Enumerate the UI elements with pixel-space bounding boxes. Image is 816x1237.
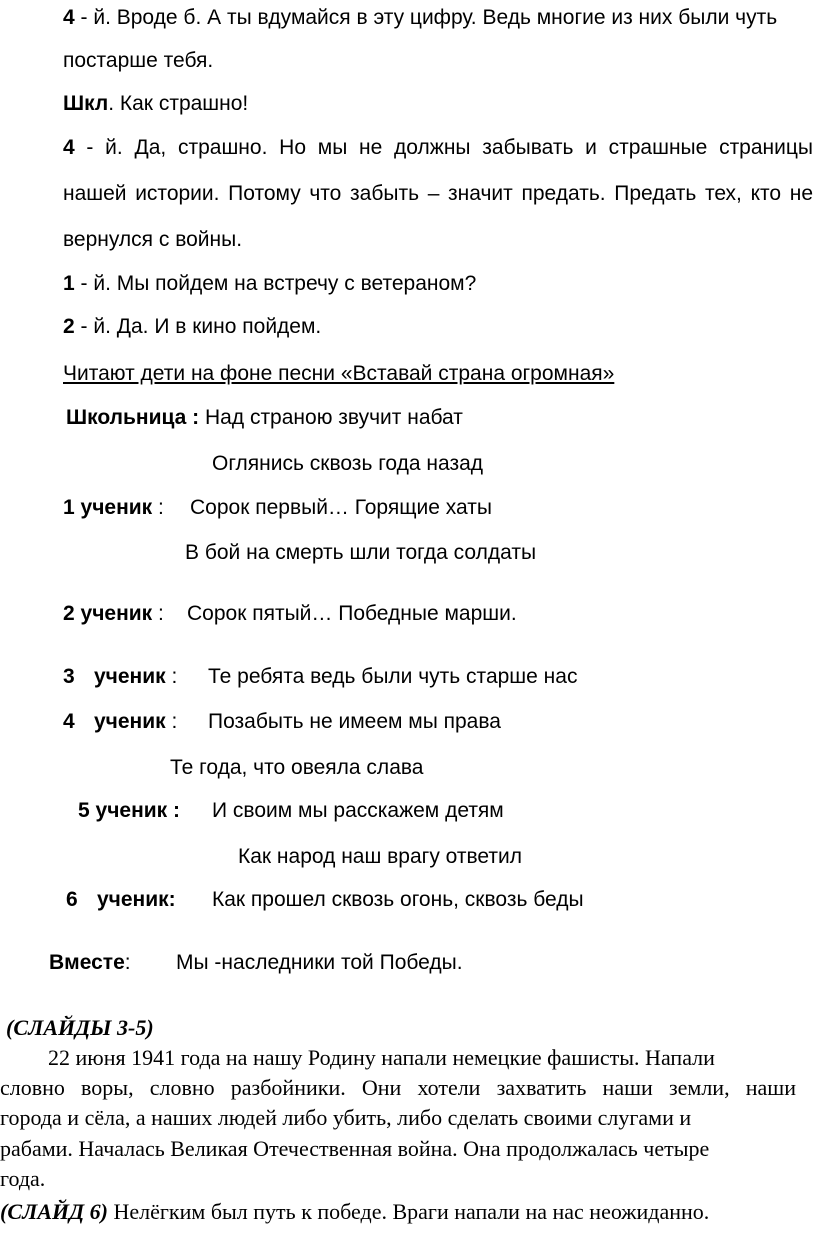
poem-line <box>94 709 177 735</box>
narrative-line: словно воры, словно разбойники. Они хотели захватить наши земли, наши <box>0 1075 796 1100</box>
speaker-separator: : <box>152 602 164 625</box>
narrative-line: 22 июня 1941 года на нашу Родину напали немецкие фашисты. Напали <box>48 1045 715 1070</box>
dialogue-text: - й. Вроде б. А ты вдумайся в эту цифру. Ведь многие из них были чуть <box>74 6 778 29</box>
poem-text: Мы -наследники той Победы. <box>176 951 463 974</box>
slides-heading: (СЛАЙДЫ 3-5) <box>6 1015 154 1040</box>
poem-text: Те ребята ведь были чуть старше нас <box>208 665 578 688</box>
speaker-separator: : <box>165 665 178 688</box>
dialogue-text: - й. Мы пойдем на встречу с ветераном? <box>74 272 477 295</box>
narrative-line: города и сёла, а наших людей либо убить, либо сделать своими слугами и <box>0 1105 692 1130</box>
speaker-number: 4 <box>63 710 75 733</box>
poem-line <box>78 798 180 824</box>
speaker-label: 1 <box>63 272 75 295</box>
slide-text: Нелёгким был путь к победе. Враги напали на нас неожиданно. <box>108 1199 710 1224</box>
dialogue-text: нашей истории. Потому что забыть – значит предать. Предать тех, кто не <box>63 182 813 205</box>
speaker-number: 3 <box>63 665 75 688</box>
poem-heading: Читают дети на фоне песни «Вставай страна огромная» <box>63 362 615 385</box>
poem-line <box>63 495 164 521</box>
dialogue-text: . Как страшно! <box>108 92 249 115</box>
poem-line <box>63 601 164 627</box>
speaker-label: 2 <box>63 315 75 338</box>
dialogue-text: постарше тебя. <box>63 49 214 72</box>
dialogue-line <box>63 314 321 340</box>
poem-text: Как прошел сквозь огонь, сквозь беды <box>212 888 584 911</box>
dialogue-text: - й. Да, страшно. Но мы не должны забывать и страшные страницы <box>74 136 813 159</box>
speaker-label: ученик: <box>97 888 176 911</box>
dialogue-text: - й. Да. И в кино пойдем. <box>74 315 322 338</box>
speaker-separator: : <box>165 710 178 733</box>
poem-line <box>49 950 131 976</box>
speaker-label: 1 ученик <box>63 496 153 519</box>
speaker-label: 2 ученик <box>63 602 153 625</box>
speaker-number: 6 <box>66 888 78 911</box>
poem-line <box>94 664 177 690</box>
dialogue-line <box>63 227 242 253</box>
speaker-label: 4 <box>63 6 75 29</box>
speaker-separator: : <box>124 951 131 974</box>
narrative-line: рабами. Началась Великая Отечественная война. Она продолжалась четыре <box>0 1136 710 1161</box>
poem-line <box>66 887 78 913</box>
poem-text: Над страною звучит набат <box>199 406 463 429</box>
poem-line <box>63 709 75 735</box>
speaker-label: 5 ученик : <box>78 799 180 822</box>
dialogue-line <box>63 91 248 117</box>
dialogue-line <box>63 5 777 31</box>
speaker-label: Шкл <box>63 92 109 115</box>
poem-text: Сорок пятый… Победные марши. <box>187 602 517 625</box>
speaker-label: ученик <box>94 665 166 688</box>
dialogue-line <box>63 181 813 207</box>
dialogue-text: вернулся с войны. <box>63 228 243 251</box>
poem-line: Те года, что овеяла слава <box>170 756 424 779</box>
dialogue-line <box>63 48 213 74</box>
poem-line <box>63 664 75 690</box>
speaker-separator: : <box>152 496 164 519</box>
slide-6-line <box>0 1199 709 1225</box>
poem-line <box>97 887 176 913</box>
speaker-label: 4 <box>63 136 75 159</box>
poem-line: Как народ наш врагу ответил <box>238 845 523 868</box>
poem-text: Сорок первый… Горящие хаты <box>190 496 492 519</box>
poem-line: В бой на смерть шли тогда солдаты <box>185 541 537 564</box>
poem-line <box>66 405 463 431</box>
poem-text: И своим мы расскажем детям <box>212 799 504 822</box>
speaker-label: Школьница : <box>66 406 200 429</box>
speaker-label: ученик <box>94 710 166 733</box>
speaker-label: Вместе <box>49 951 125 974</box>
poem-text: Позабыть не имеем мы права <box>208 710 501 733</box>
dialogue-line <box>63 271 476 297</box>
slide-label: (СЛАЙД 6) <box>0 1199 109 1224</box>
narrative-line: года. <box>0 1166 46 1191</box>
poem-line: Оглянись сквозь года назад <box>212 452 484 475</box>
dialogue-line <box>63 135 813 161</box>
